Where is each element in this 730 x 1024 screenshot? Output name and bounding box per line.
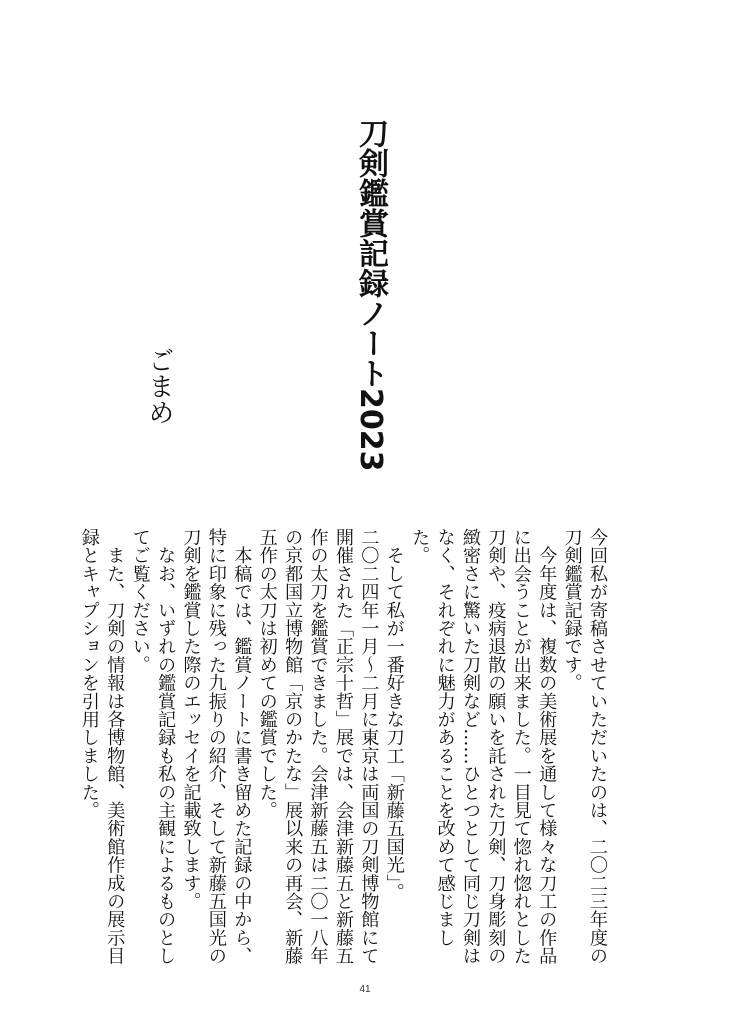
paragraph: そして私が一番好きな刀工「新藤五国光」。 xyxy=(383,528,405,902)
paragraph: 本稿では、鑑賞ノートに書き留めた記録の中から、特に印象に残った九振りの紹介、そして新藤五国光の刀剣を鑑賞した際のエッセイを記載致します。 xyxy=(180,528,253,965)
author-name: ごまめ xyxy=(144,347,174,425)
paragraph: 今回私が寄稿させていただいたのは、二〇二三年度の刀剣鑑賞記録です。 xyxy=(561,528,608,965)
page-number: 41 xyxy=(359,984,371,995)
page-title: 刀剣鑑賞記録ノート2023 xyxy=(353,118,388,472)
paragraph: また、刀剣の情報は各博物館、美術館作成の展示目録とキャプションを引用しました。 xyxy=(78,528,126,965)
body-text xyxy=(78,528,610,968)
paragraph: 二〇二四年一月～二月に東京は両国の刀剣博物館にて開催された「正宗十哲」展では、会津新藤五と新藤五作の太刀を鑑賞できました。会津新藤五は二〇一八年の京都国立博物館「京のかたな」展以来の再会、新藤五作の太刀は初めての鑑賞でした。 xyxy=(256,528,380,965)
paragraph: なお、いずれの鑑賞記録も私の主観によるものとしてご覧ください。 xyxy=(129,528,177,965)
paragraph: 今年度は、複数の美術展を通して様々な刀工の作品に出会うことが出来ました。一目見て惚れ惚れとした刀剣や、疫病退散の願いを託された刀剣、刀身彫刻の緻密さに驚いた刀剣など……ひとつとして同じ刀剣はなく、それぞれに魅力があることを改めて感じました。 xyxy=(409,528,558,965)
